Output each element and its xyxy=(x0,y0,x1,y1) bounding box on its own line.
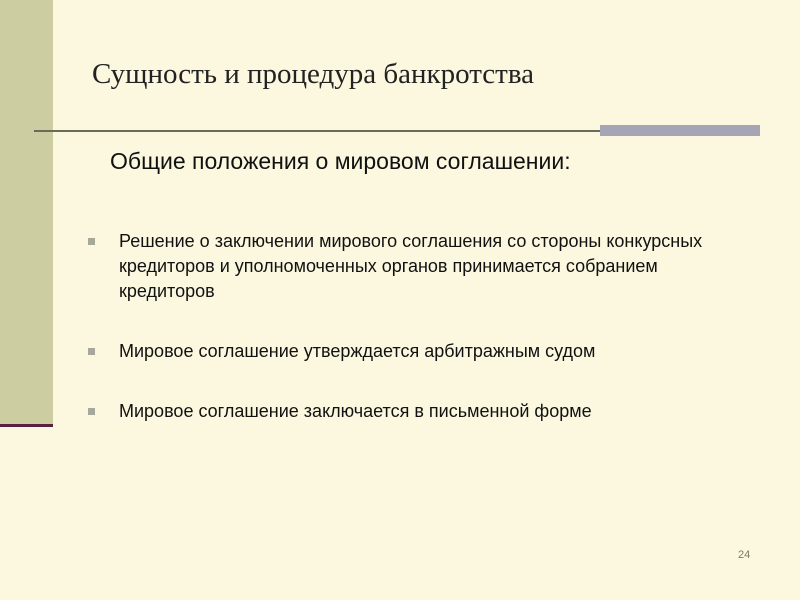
bullet-text: Решение о заключении мирового соглашения со стороны конкурсных кредиторов и уполномоченных органов принимается собранием кредиторов xyxy=(119,231,703,301)
slide-title: Сущность и процедура банкротства xyxy=(92,58,534,90)
left-accent-underline xyxy=(0,424,53,427)
bullet-text: Мировое соглашение заключается в письменной форме xyxy=(119,401,592,421)
square-bullet-icon xyxy=(88,238,95,245)
square-bullet-icon xyxy=(88,408,95,415)
bullet-list xyxy=(88,229,738,459)
bullet-item xyxy=(88,399,738,424)
bullet-item xyxy=(88,229,738,304)
square-bullet-icon xyxy=(88,348,95,355)
left-accent-bar xyxy=(0,0,53,424)
page-number: 24 xyxy=(738,549,751,561)
bullet-item xyxy=(88,339,738,364)
bullet-text: Мировое соглашение утверждается арбитражным судом xyxy=(119,341,596,361)
slide-subtitle: Общие положения о мировом соглашении: xyxy=(110,148,571,174)
title-divider-block xyxy=(600,125,760,136)
